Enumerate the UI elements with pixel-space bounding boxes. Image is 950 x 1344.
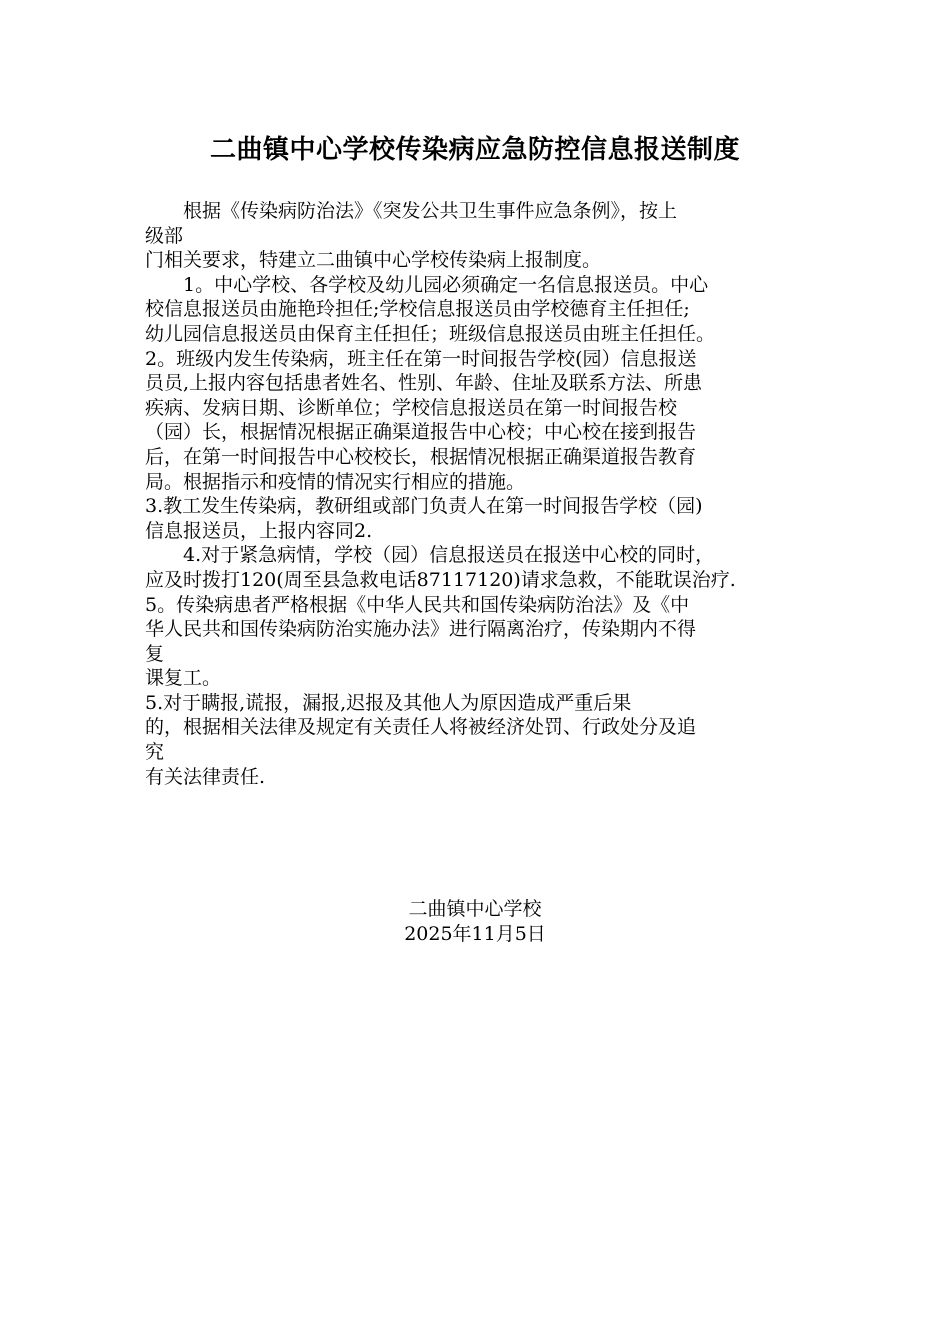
body-line: 根据《传染病防治法》《突发公共卫生事件应急条例》，按上 xyxy=(145,200,678,222)
body-line: 应及时拨打120(周至县急救电话87117120)请求急救，不能耽误治疗. xyxy=(145,568,736,591)
body-line: 4.对于紧急病情，学校（园）信息报送员在报送中心校的同时， xyxy=(145,544,715,567)
body-line: 门相关要求，特建立二曲镇中心学校传染病上报制度。 xyxy=(145,249,602,272)
body-line: 5。传染病患者严格根据《中华人民共和国传染病防治法》及《中 xyxy=(145,593,690,616)
signature-organization: 二曲镇中心学校 xyxy=(408,898,542,920)
body-line: 信息报送员，上报内容同2. xyxy=(145,519,373,542)
body-line: 华人民共和国传染病防治实施办法》进行隔离治疗，传染期内不得 xyxy=(145,618,697,641)
body-line: 2。班级内发生传染病，班主任在第一时间报告学校(园）信息报送 xyxy=(145,347,697,370)
body-line: 有关法律责任. xyxy=(145,765,266,788)
body-line: 后，在第一时间报告中心校校长，根据情况根据正确渠道报告教育 xyxy=(145,445,697,468)
body-line: 幼儿园信息报送员由保育主任担任；班级信息报送员由班主任担任。 xyxy=(145,322,716,345)
body-line: 校信息报送员由施艳玲担任;学校信息报送员由学校德育主任担任; xyxy=(145,298,690,321)
body-line: 局。根据指示和疫情的情况实行相应的措施。 xyxy=(145,470,526,493)
body-line: 级部 xyxy=(145,224,184,247)
body-line: 复 xyxy=(145,642,165,665)
body-line: 1。中心学校、各学校及幼儿园必须确定一名信息报送员。中心 xyxy=(145,273,709,296)
body-line: 5.对于瞒报,谎报，漏报,迟报及其他人为原因造成严重后果 xyxy=(145,691,632,714)
body-line: 3.教工发生传染病，教研组或部门负责人在第一时间报告学校（园) xyxy=(145,495,703,518)
body-line: 的，根据相关法律及规定有关责任人将被经济处罚、行政处分及追 xyxy=(145,716,697,739)
body-line: 究 xyxy=(145,741,165,764)
signature-block xyxy=(0,897,950,947)
document-body xyxy=(145,199,815,789)
body-line: 疾病、发病日期、诊断单位；学校信息报送员在第一时间报告校 xyxy=(145,396,678,419)
signature-date: 2025年11月5日 xyxy=(404,923,546,945)
body-line: 课复工。 xyxy=(145,667,222,690)
document-title: 二曲镇中心学校传染病应急防控信息报送制度 xyxy=(209,135,740,165)
body-line: （园）长，根据情况根据正确渠道报告中心校；中心校在接到报告 xyxy=(145,421,697,444)
body-line: 员员,上报内容包括患者姓名、性别、年龄、住址及联系方法、所患 xyxy=(145,372,703,395)
